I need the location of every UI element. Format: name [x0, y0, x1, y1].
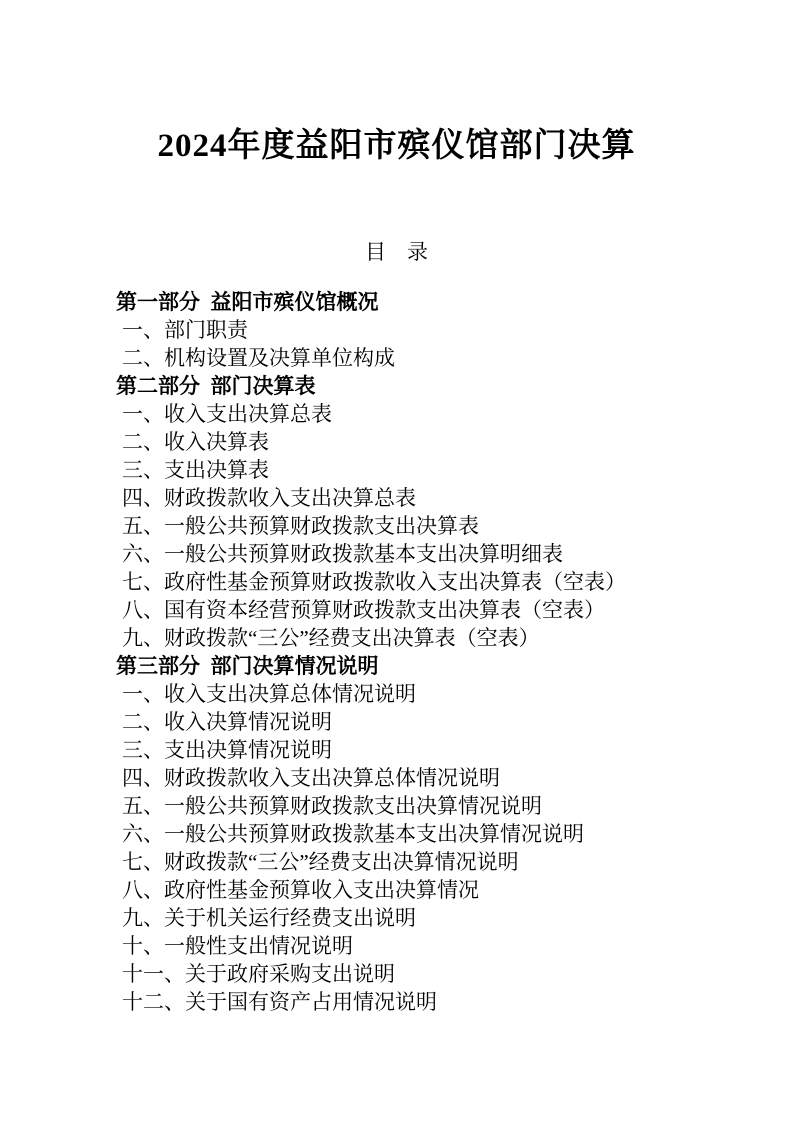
toc-item: 六、一般公共预算财政拨款基本支出决算明细表	[122, 542, 563, 566]
toc-item: 一、收入支出决算总体情况说明	[122, 682, 416, 706]
toc-item: 十一、关于政府采购支出说明	[122, 962, 395, 986]
toc-section-2-heading: 第二部分 部门决算表	[116, 374, 316, 398]
toc-item: 三、支出决算情况说明	[122, 738, 332, 762]
document-title: 2024年度益阳市殡仪馆部门决算	[157, 128, 636, 164]
toc-item: 十二、关于国有资产占用情况说明	[122, 990, 437, 1014]
toc-item: 四、财政拨款收入支出决算总体情况说明	[122, 766, 500, 790]
toc-item: 五、一般公共预算财政拨款支出决算情况说明	[122, 794, 542, 818]
toc-item: 六、一般公共预算财政拨款基本支出决算情况说明	[122, 822, 584, 846]
toc-section-1-heading: 第一部分 益阳市殡仪馆概况	[116, 290, 379, 314]
toc-item: 十、一般性支出情况说明	[122, 934, 353, 958]
toc-item: 八、国有资本经营预算财政拨款支出决算表（空表）	[122, 598, 605, 622]
toc-item: 二、机构设置及决算单位构成	[122, 346, 395, 370]
toc-item: 九、关于机关运行经费支出说明	[122, 906, 416, 930]
toc-item: 八、政府性基金预算收入支出决算情况	[122, 878, 479, 902]
toc-heading: 目 录	[365, 240, 428, 264]
toc-item: 五、一般公共预算财政拨款支出决算表	[122, 514, 479, 538]
toc-item: 二、收入决算情况说明	[122, 710, 332, 734]
toc-item: 二、收入决算表	[122, 430, 269, 454]
toc-item: 七、财政拨款“三公”经费支出决算情况说明	[122, 850, 519, 874]
table-of-contents	[0, 288, 793, 1016]
toc-item: 九、财政拨款“三公”经费支出决算表（空表）	[122, 626, 540, 650]
toc-item: 三、支出决算表	[122, 458, 269, 482]
toc-item: 一、部门职责	[122, 318, 248, 342]
toc-item: 一、收入支出决算总表	[122, 402, 332, 426]
toc-item: 七、政府性基金预算财政拨款收入支出决算表（空表）	[122, 570, 626, 594]
toc-section-3-heading: 第三部分 部门决算情况说明	[116, 654, 379, 678]
toc-item: 四、财政拨款收入支出决算总表	[122, 486, 416, 510]
